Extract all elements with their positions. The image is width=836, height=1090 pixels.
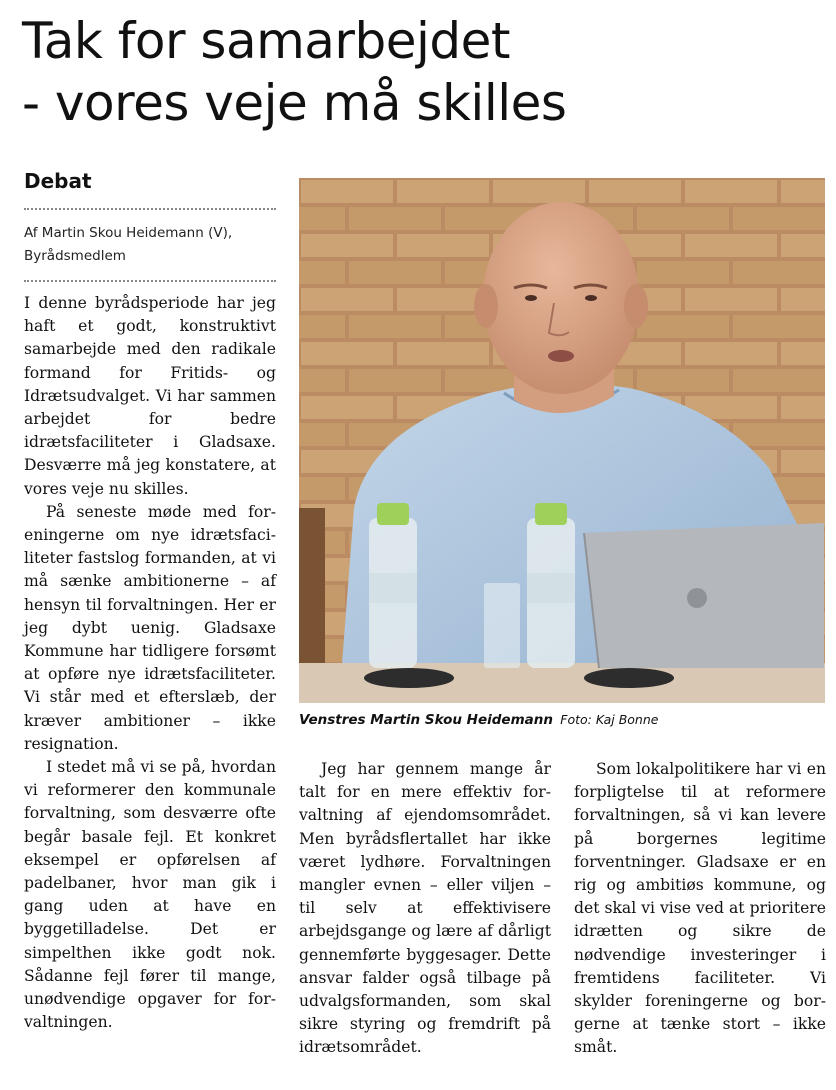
body-paragraph: Jeg har gennem mange år talt for en mere effektiv forvaltning af ejendomsområdet. Men byrådsflertallet har ikke været lydhøre. Forvaltningen mangler evnen – eller viljen – til selv at effektivisere arbejdsgange og lære af dårligt gennemførte byggesager. Dette ansvar falder også tilbage på udvalgsformanden, som skal sikre styring og fremdrift på idrætsområdet. bbox=[299, 760, 551, 1057]
dotted-divider-top bbox=[24, 208, 276, 210]
byline bbox=[24, 222, 276, 268]
headline-line-1: Tak for samarbejdet bbox=[22, 12, 510, 70]
section-label: Debat bbox=[24, 169, 92, 193]
body-paragraph: På seneste møde med foreningerne om nye idrætsfaciliteter fastslog formanden, at vi må sænke ambitionerne – af hensyn til forvaltningen. Her er jeg dybt uenig. Gladsaxe Kommune har tidligere forsømt at opføre nye idrætsfaciliteter. Vi står med et efterslæb, der kræver ambitioner – ikke resignation. bbox=[24, 502, 276, 753]
photo-caption bbox=[299, 712, 829, 728]
headline-line-2: - vores veje må skilles bbox=[22, 74, 567, 132]
byline-author: Af Martin Skou Heidemann (V), bbox=[24, 225, 233, 241]
dotted-divider-bottom bbox=[24, 280, 276, 282]
body-column-2 bbox=[299, 758, 551, 1060]
body-column-3 bbox=[574, 758, 826, 1060]
head bbox=[483, 202, 639, 394]
portrait-illustration bbox=[299, 178, 825, 703]
byline-role: Byrådsmedlem bbox=[24, 248, 126, 264]
article-headline bbox=[22, 10, 822, 134]
chair bbox=[299, 508, 325, 668]
article-photo bbox=[299, 178, 825, 703]
water-bottle bbox=[369, 503, 417, 668]
water-bottle bbox=[527, 503, 575, 668]
body-paragraph: Som lokalpolitikere har vi en forpligtelse til at reformere forvaltningen, så vi kan levere på borgernes legitime forventninger. Gladsaxe er en rig og ambitiøs kommune, og det skal vi vise ved at prioritere idrætten og sikre de nødvendige investeringer i fremtidens faciliteter. Vi skylder foreningerne og borgerne at tænke stort – ikke småt. bbox=[574, 760, 826, 1057]
caption-name: Venstres Martin Skou Heidemann bbox=[299, 712, 553, 728]
laptop bbox=[584, 523, 824, 668]
body-column-1 bbox=[24, 292, 276, 1035]
caption-credit: Foto: Kaj Bonne bbox=[560, 712, 659, 727]
body-paragraph: I stedet må vi se på, hvordan vi reformerer den kommunale forvaltning, som desværre ofte begår basale fejl. Et konkret eksempel er opførelsen af padelbaner, hvor man gik i gang uden at have en byggetilladelse. Det er simpelthen ikke godt nok. Sådanne fejl fører til mange, unødvendige opgaver for forvaltningen. bbox=[24, 758, 276, 1032]
body-paragraph: I denne byrådsperiode har jeg haft et godt, konstruktivt samarbejde med den radikale formand for Fritids- og Idrætsudvalget. Vi har sammen arbejdet for bedre idrætsfaciliteter i Gladsaxe. Desværre må jeg konstatere, at vores veje nu skilles. bbox=[24, 294, 276, 498]
